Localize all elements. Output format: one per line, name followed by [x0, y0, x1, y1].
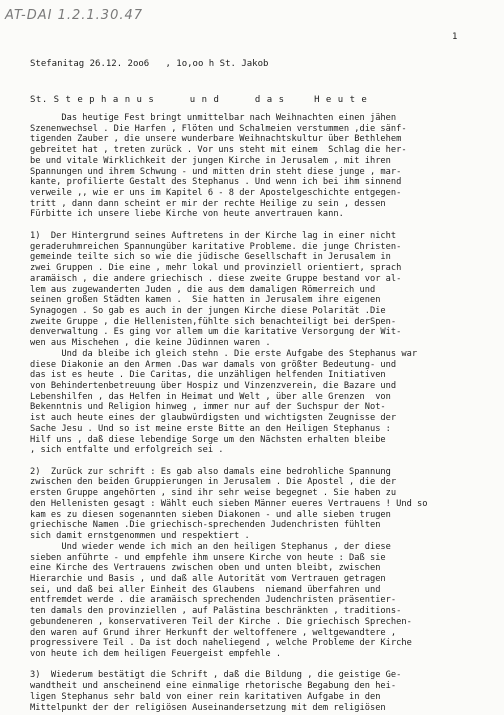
- text-line: Fürbitte ich unsere liebe Kirche von heute anvertrauen kann.: [30, 209, 344, 220]
- text-line: seinen großen Städten kamen . Sie hatten in Jerusalem ihre eigenen: [30, 295, 381, 306]
- text-line: den waren auf Grund ihrer Herkunft der weltoffenere , weltgewandtere ,: [30, 627, 397, 638]
- text-line: von heute ich dem heiligen Feuergeist empfehle .: [30, 649, 282, 659]
- text-line: das ist es heute . Die Caritas, die unzähligen helfenden Initiativen: [30, 370, 386, 381]
- text-line: Szenenwechsel . Die Harfen , Flöten und Schalmeien verstummen ,die sänf-: [30, 123, 407, 134]
- text-line: , sich entfalte und erfolgreich sei .: [30, 445, 224, 456]
- text-line: 3) Wiederum bestätigt die Schrift , daß die Bildung , die geistige Ge-: [30, 670, 402, 681]
- text-line: Synagogen . So gab es auch in der jungen Kirche diese Polarität .Die: [30, 305, 386, 316]
- text-line: wen aus Mischehen , die keine Jüdinnen waren .: [30, 338, 271, 349]
- text-line: aramäisch , die andere griechisch . diese zweite Gruppe bestand vor al-: [30, 273, 402, 284]
- text-line: griechische Namen .Die griechisch-sprechenden Judenchristen fühlten: [30, 520, 381, 531]
- text-line: tritt , dann dann scheint er mir der rechte Heilige zu sein , dessen: [30, 198, 386, 209]
- text-line: Spannungen und ihrem Schwung - und mitten drin steht diese junge , mar-: [30, 166, 402, 177]
- text-line: zwei Gruppen . Die eine , mehr lokal und provinziell orientiert, sprach: [30, 263, 402, 274]
- text-line: von Behindertenbetreuung über Hospiz und Vinzenzverein, die Bazare und: [30, 381, 397, 391]
- text-line: kante, profilierte Gestalt des Stephanus . Und wenn ich bei ihm sinnend: [30, 177, 402, 188]
- text-line: gebundeneren , konservativeren Teil der Kirche . Die griechisch Sprechen-: [30, 616, 412, 627]
- text-line: sich damit ernstgenommen und respektiert .: [30, 531, 250, 542]
- text-line: eine Kirche des Vertrauens zwischen oben und unten bleibt, zwischen: [30, 563, 381, 574]
- text-line: Lebenshilfen , das Helfen in Heimat und Welt , über alle Grenzen von: [30, 391, 391, 402]
- text-line: zweite Gruppe , die Hellenisten,fühlte sich benachteiligt bei derSpen-: [30, 316, 397, 327]
- text-line: Mittelpunkt der der religiösen Auseinandersetzung mit dem religiösen: [30, 702, 386, 713]
- text-line: wandtheit und anscheinend eine einmalige rhetorische Begabung den hei-: [30, 681, 397, 692]
- text-line: ist auch heute eines der glaubwürdigsten und wichtigsten Zeugnisse der: [30, 413, 397, 424]
- document-header: Stefanitag 26.12. 2oo6 , 1o,oo h St. Jakob: [30, 59, 269, 69]
- text-line: ligen Stephanus sehr bald von einer rein karitativen Aufgabe in den: [30, 691, 381, 702]
- text-line: zwischen den beiden Gruppierungen in Jerusalem . Die Apostel , die der: [30, 477, 397, 488]
- text-line: 1) Der Hintergrund seines Auftretens in der Kirche lag in einer nicht: [30, 230, 397, 241]
- text-line: Hilf uns , daß diese lebendige Sorge um den Nächsten erhalten bleibe: [30, 434, 386, 445]
- text-line: tigenden Zauber , die unsere wunderbare Weihnachtskultur über Bethlehem: [30, 134, 402, 145]
- text-line: diese Diakonie an den Armen .Das war damals von größter Bedeutung- und: [30, 359, 397, 370]
- text-line: kam es zu diesen sogenannten sieben Diakonen - und alle sieben trugen: [30, 509, 391, 520]
- text-line: gemeinde teilte sich so wie die jüdische Gesellschaft in Jerusalem in: [30, 252, 391, 263]
- text-line: Bekenntnis und Religion hinweg , immer nur auf der Suchspur der Not-: [30, 402, 386, 413]
- document-title: St. S t e p h a n u s u n d d a s H e u t e: [30, 95, 368, 105]
- text-line: Und da bleibe ich gleich stehn . Die erste Aufgabe des Stephanus war: [30, 348, 418, 359]
- text-line: ersten Gruppe angehörten , sind ihr sehr weise begegnet . Sie haben zu: [30, 488, 397, 499]
- text-line: entfremdet werde . die aramäisch sprechenden Judenchristen präsentier-: [30, 595, 397, 606]
- text-line: denverwaltung . Es ging vor allem um die karitative Versorgung der Wit-: [30, 327, 402, 338]
- text-line: ten damals den provinziellen , auf Palästina beschränkten , traditions-: [30, 606, 402, 617]
- page-number: 1: [452, 32, 458, 42]
- text-line: Das heutige Fest bringt unmittelbar nach Weihnachten einen jähen: [30, 113, 397, 123]
- text-line: sieben anführte - und empfehle ihm unsere Kirche von heute : Daß sie: [30, 552, 386, 563]
- text-line: be und vitale Wirklichkeit der jungen Kirche in Jerusalem , mit ihren: [30, 155, 391, 166]
- text-line: Hierarchie und Basis , und daß alle Autorität vom Vertrauen getragen: [30, 573, 386, 584]
- archive-stamp: AT-DAI 1.2.1.30.47: [5, 8, 144, 23]
- text-line: Und wieder wende ich mich an den heiligen Stephanus , der diese: [30, 541, 391, 552]
- text-line: 2) Zurück zur schrift : Es gab also damals eine bedrohliche Spannung: [30, 466, 391, 477]
- text-line: progressivere Teil . Da ist doch naheliegend , welche Probleme der Kirche: [30, 638, 412, 649]
- text-line: lem aus zugewanderten Juden , die aus dem damaligen Römerreich und: [30, 284, 376, 295]
- text-line: verweile ,, wie er uns im Kapitel 6 - 8 der Apostelgeschichte entgegen-: [30, 188, 402, 199]
- text-line: gebreitet hat , treten zurück . Vor uns steht mit einem Schlag die her-: [30, 145, 407, 156]
- text-line: geraderuhmreichen Spannungüber karitative Probleme. die junge Christen-: [30, 241, 402, 252]
- text-line: Sache Jesu . Und so ist meine erste Bitte an den Heiligen Stephanus :: [30, 423, 391, 434]
- text-line: sei, und daß bei aller Einheit des Glaubens niemand überfahren und: [30, 584, 381, 595]
- text-line: den Hellenisten gesagt : Wählt euch sieben Männer eueres Vertrauens ! Und so: [30, 498, 428, 509]
